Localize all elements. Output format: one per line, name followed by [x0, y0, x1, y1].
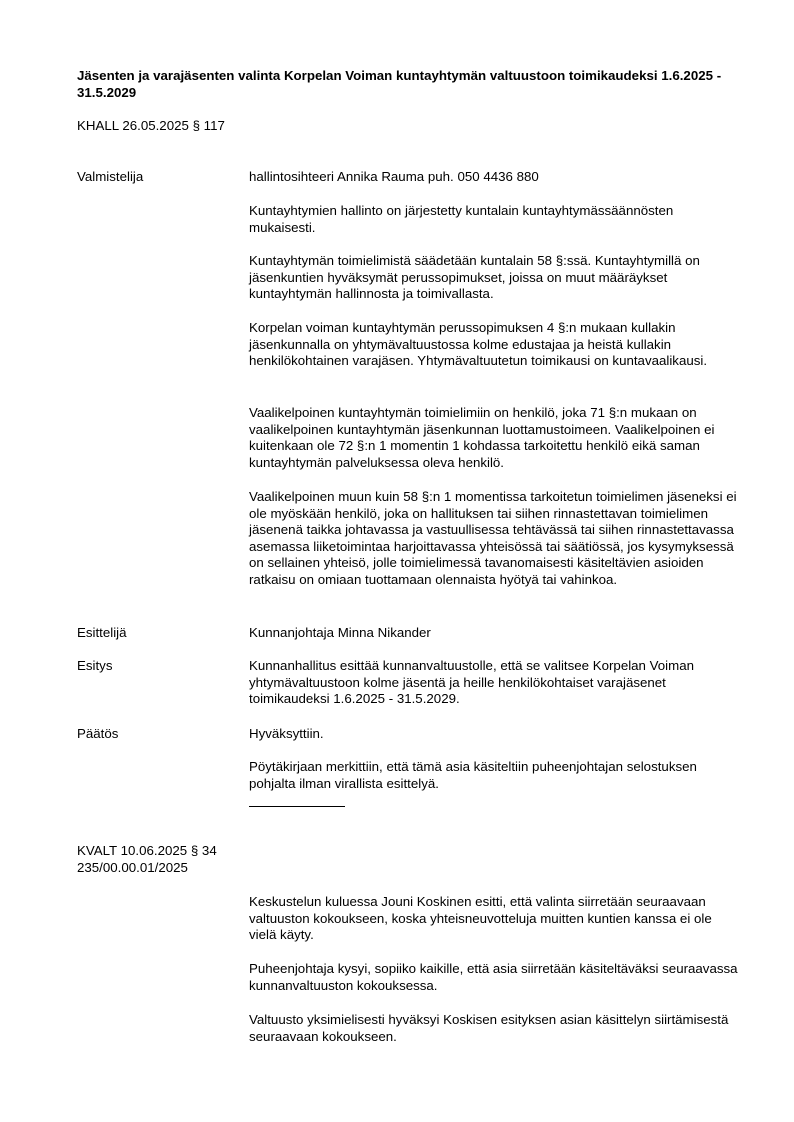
valmistelija-label: Valmistelija: [77, 169, 144, 184]
diary-number: 235/00.00.01/2025: [77, 860, 188, 875]
kvalt-paragraph-2: Puheenjohtaja kysyi, sopiiko kaikille, että asia siirretään käsiteltäväksi seuraavassa kunnanvaltuuston kokouksessa.: [249, 961, 738, 993]
esittelija-label: Esittelijä: [77, 625, 127, 640]
valmistelija-paragraph-4: Vaalikelpoinen kuntayhtymän toimielimiin on henkilö, joka 71 §:n mukaan on vaalikelpoinen kuntayhtymän jäsenkunnan luottamustoimeen. Vaalikelpoinen ei kuitenkaan ole 72 §:n 1 momentin 1 kohdassa tarkoitettu henkilö eikä saman kuntayhtymän palveluksessa oleva henkilö.: [249, 405, 715, 470]
kvalt-paragraph-3: Valtuusto yksimielisesti hyväksyi Koskisen esityksen asian käsittelyn siirtämisestä seuraavaan kokoukseen.: [249, 1012, 729, 1044]
paatos-note: Pöytäkirjaan merkittiin, että tämä asia käsiteltiin puheenjohtajan selostuksen pohjalta ilman virallista esittelyä.: [249, 759, 697, 791]
valmistelija-paragraph-1: Kuntayhtymien hallinto on järjestetty kuntalain kuntayhtymässäännösten mukaisesti.: [249, 203, 674, 235]
valmistelija-paragraph-2: Kuntayhtymän toimielimistä säädetään kuntalain 58 §:ssä. Kuntayhtymillä on jäsenkuntien hyväksymät perussopimukset, joissa on muut määräykset kuntayhtymän hallinnosta ja toimivallasta.: [249, 253, 700, 302]
separator-line: [249, 806, 345, 807]
valmistelija-paragraph-5: Vaalikelpoinen muun kuin 58 §:n 1 momentissa tarkoitetun toimielimen jäseneksi ei ole myöskään henkilö, joka on hallituksen tai siihen rinnastettavan toimielimen jäsenenä taikka johtavassa ja vastuullisessa tehtävässä tai siihen rinnastettavassa asemassa liiketoimintaa harjoittavassa yhteisössä tai säätiössä, jos kysymyksessä on sellainen yhteisö, jolle toimielimessä tavanomaisesti käsiteltävien asioiden ratkaisu on omiaan tuottamaan olennaista hyötyä tai vahinkoa.: [249, 489, 737, 587]
esitys-label: Esitys: [77, 658, 113, 673]
khall-reference: KHALL 26.05.2025 § 117: [77, 118, 225, 133]
kvalt-reference: KVALT 10.06.2025 § 34: [77, 843, 217, 858]
esitys-text: Kunnanhallitus esittää kunnanvaltuustolle, että se valitsee Korpelan Voiman yhtymävaltuustoon kolme jäsentä ja heille henkilökohtaiset varajäsenet toimikaudeksi 1.6.2025 - 31.5.2029.: [249, 658, 694, 707]
valmistelija-paragraph-3: Korpelan voiman kuntayhtymän perussopimuksen 4 §:n mukaan kullakin jäsenkunnalla on yhtymävaltuustossa kolme edustajaa ja heistä kullakin henkilökohtainen varajäsen. Yhtymävaltuutetun toimikausi on kuntavaalikausi.: [249, 320, 708, 369]
document-title: Jäsenten ja varajäsenten valinta Korpelan Voiman kuntayhtymän valtuustoon toimikaudeksi 1.6.2025 - 31.5.2029: [77, 68, 722, 100]
kvalt-paragraph-1: Keskustelun kuluessa Jouni Koskinen esitti, että valinta siirretään seuraavaan valtuuston kokoukseen, koska yhteisneuvotteluja muitten kuntien kanssa ei ole vielä käyty.: [249, 894, 712, 943]
paatos-label: Päätös: [77, 726, 119, 741]
paatos-decision: Hyväksyttiin.: [249, 726, 324, 741]
esittelija-text: Kunnanjohtaja Minna Nikander: [249, 625, 431, 640]
valmistelija-preparer: hallintosihteeri Annika Rauma puh. 050 4436 880: [249, 169, 539, 184]
